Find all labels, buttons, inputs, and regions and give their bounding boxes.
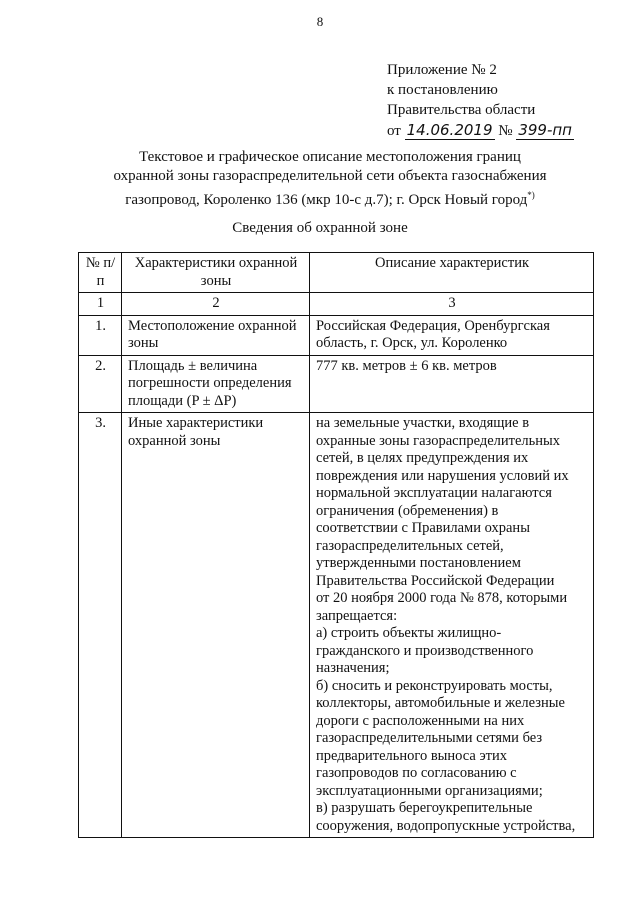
protection-zone-table (78, 252, 594, 838)
page-number: 8 (316, 14, 324, 29)
date-prefix: от (387, 123, 401, 139)
description-line: утвержденными постановлением (316, 555, 521, 571)
table-header-numbers-row (79, 293, 594, 316)
row-description: 777 кв. метров ± 6 кв. метров (310, 355, 594, 413)
title-line (60, 186, 600, 210)
title-line-text: газопровод, Короленко 136 (мкр 10-с д.7); г. Орск Новый город (125, 192, 528, 208)
appendix-line: к постановлению (387, 82, 498, 98)
description-line: б) сносить и реконструировать мосты, (316, 677, 553, 694)
header-number-cell: 1 (79, 293, 122, 316)
description-line: ограничения (обременения) в (316, 502, 499, 519)
footnote-mark: *) (527, 190, 535, 200)
header-number-cell: 3 (310, 293, 594, 316)
header-description: Описание характеристик (310, 253, 594, 293)
description-line: газопроводов по согласованию с (316, 765, 517, 781)
table-row (79, 355, 594, 413)
description-line: сетей, в целях предупреждения их (316, 450, 529, 466)
appendix-block (387, 60, 574, 141)
table-header-row (79, 253, 594, 293)
description-line: гражданского и производственного (316, 642, 534, 659)
handwritten-date: 14.06.2019 (406, 121, 493, 139)
description-line: на земельные участки, входящие в (316, 415, 530, 431)
header-number-cell: 2 (122, 293, 310, 316)
description-line: газораспределительных сетей, (316, 537, 504, 554)
description-line: газораспределительными сетями без (316, 730, 543, 746)
title-line: охранной зоны газораспределительной сети объекта газоснабжения (113, 168, 547, 184)
header-characteristics: Характеристики охранной зоны (122, 253, 310, 293)
description-line: повреждения или нарушения условий их (316, 467, 569, 484)
description-line: нормальной эксплуатации налагаются (316, 485, 552, 501)
appendix-line: Правительства области (387, 102, 536, 118)
number-prefix: № (498, 123, 513, 139)
table-row (79, 413, 594, 838)
row-name: Иные характеристики охранной зоны (122, 413, 310, 838)
description-line: соответствии с Правилами охраны (316, 520, 530, 536)
appendix-title: Приложение № 2 (387, 62, 497, 78)
description-line: в) разрушать берегоукрепительные (316, 800, 533, 816)
description-lines (316, 415, 588, 835)
description-line: коллекторы, автомобильные и железные (316, 695, 565, 711)
row-description: Российская Федерация, Оренбургская область, г. Орск, ул. Короленко (310, 315, 594, 355)
appendix-date-line (387, 120, 574, 141)
row-number: 1. (79, 315, 122, 355)
document-title (60, 148, 600, 210)
description-line: сооружения, водопропускные устройства, (316, 817, 576, 834)
header-number: № п/п (79, 253, 122, 293)
description-line: запрещается: (316, 607, 398, 624)
description-line: охранные зоны газораспределительных (316, 432, 561, 449)
title-line: Текстовое и графическое описание местоположения границ (139, 149, 521, 165)
description-line: предварительного выноса этих (316, 747, 508, 764)
row-name: Местоположение охранной зоны (122, 315, 310, 355)
description-line: эксплуатационными организациями; (316, 782, 543, 799)
description-line: а) строить объекты жилищно- (316, 625, 502, 641)
row-name: Площадь ± величина погрешности определения площади (P ± ΔP) (122, 355, 310, 413)
row-number: 2. (79, 355, 122, 413)
description-line: Правительства Российской Федерации (316, 572, 555, 589)
description-line: дороги с расположенными на них (316, 712, 525, 729)
section-subtitle: Сведения об охранной зоне (232, 220, 408, 236)
row-description (310, 413, 594, 838)
table-row (79, 315, 594, 355)
description-line: от 20 ноября 2000 года № 878, которыми (316, 590, 568, 606)
description-line: назначения; (316, 660, 390, 676)
row-number: 3. (79, 413, 122, 838)
handwritten-number: 399-пп (518, 121, 572, 139)
